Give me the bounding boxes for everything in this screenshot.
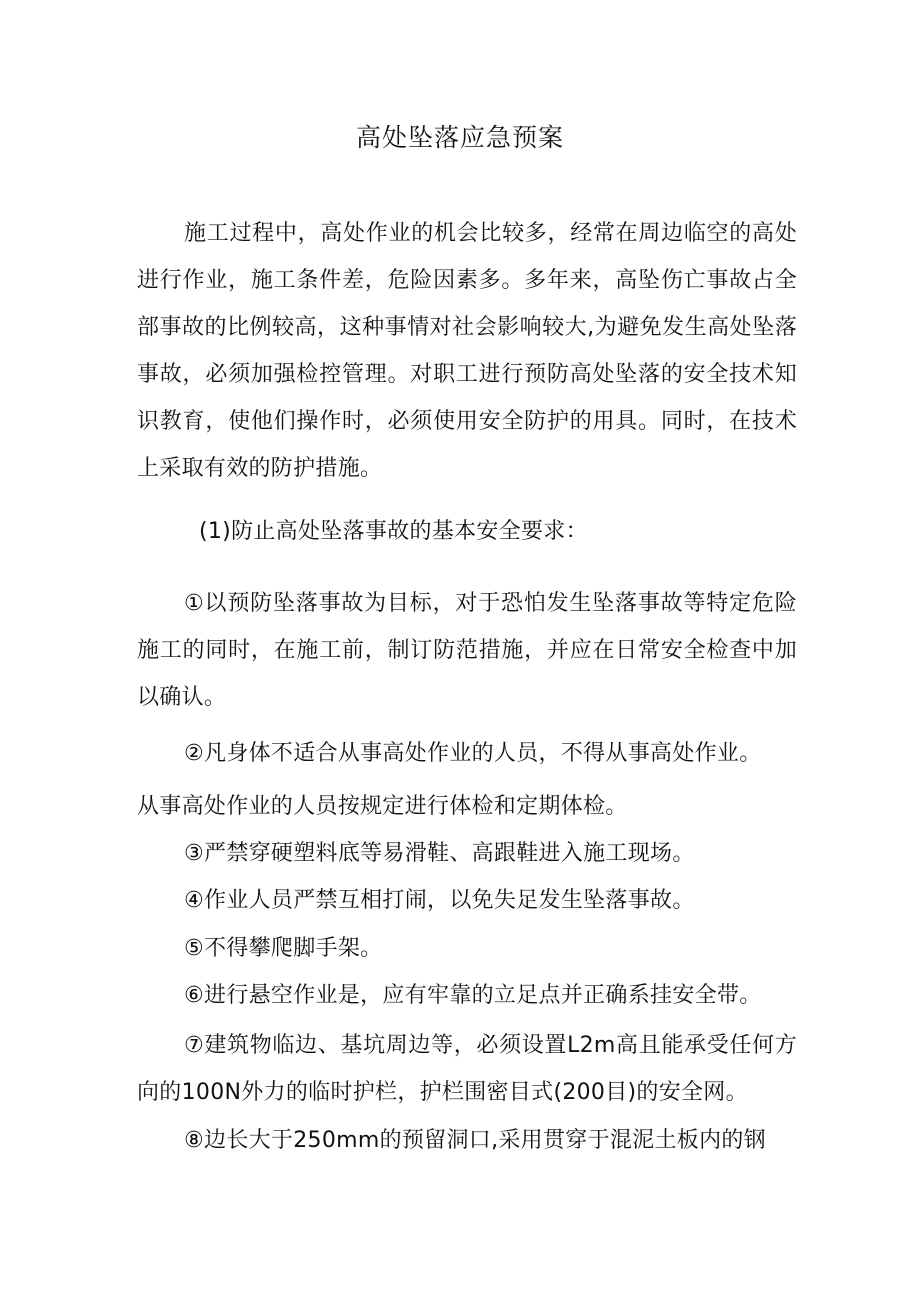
list-item: ⑦建筑物临边、基坑周边等，必须设置L2m高且能承受任何方向的100N外力的临时护栏，护栏围密目式(200目)的安全网。 <box>137 1033 797 1105</box>
list-item: ①以预防坠落事故为目标，对于恐怕发生坠落事故等特定危险施工的同时，在施工前，制订防范措施，并应在日常安全检查中加以确认。 <box>137 591 797 710</box>
list-item: ③严禁穿硬塑料底等易滑鞋、高跟鞋进入施工现场。 <box>184 841 695 866</box>
list-item: ⑥进行悬空作业是，应有牢靠的立足点并正确系挂安全带。 <box>184 983 762 1008</box>
list-item: ⑤不得攀爬脚手架。 <box>184 936 383 961</box>
list-item-continuation: 从事高处作业的人员按规定进行体检和定期体检。 <box>137 794 628 819</box>
list-item: ④作业人员严禁互相打闹，以免失足发生坠落事故。 <box>184 888 695 913</box>
section-heading: (1)防止高处坠落事故的基本安全要求： <box>199 519 588 544</box>
intro-paragraph: 施工过程中，高处作业的机会比较多，经常在周边临空的高处进行作业，施工条件差，危险因素多。多年来，高坠伤亡事故占全部事故的比例较高，这种事情对社会影响较大,为避免发生高处坠落事故，必须加强检控管理。对职工进行预防高处坠落的安全技术知识教育，使他们操作时，必须使用安全防护的用具。同时，在技术上采取有效的防护措施。 <box>137 221 797 481</box>
list-item: ⑧边长大于250mm的预留洞口,采用贯穿于混泥土板内的钢 <box>184 1128 766 1153</box>
document-title: 高处坠落应急预案 <box>355 123 564 152</box>
list-item: ②凡身体不适合从事高处作业的人员，不得从事高处作业。 <box>184 741 762 766</box>
